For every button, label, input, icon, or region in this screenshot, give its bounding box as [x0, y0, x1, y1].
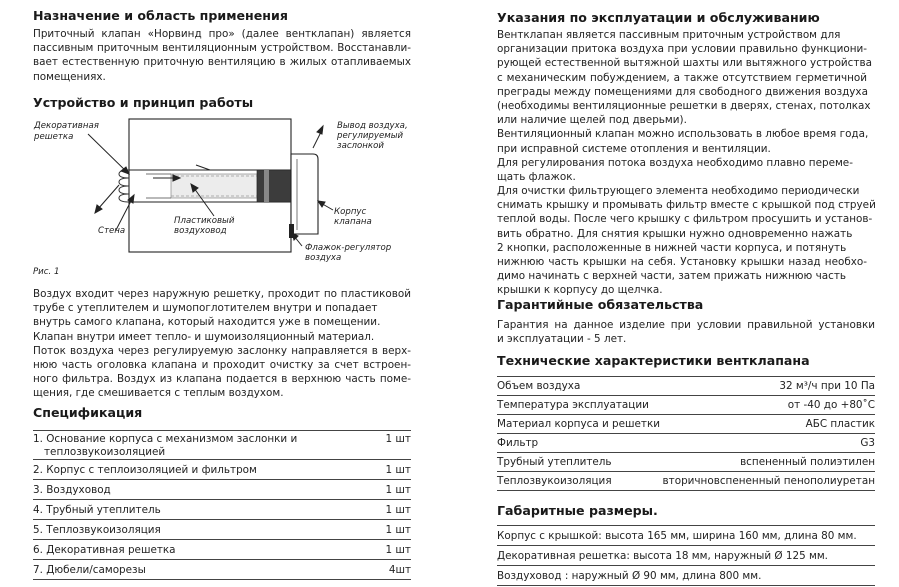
usage-line: рующей естественной вытяжной шахты или вытяжного устройства: [497, 57, 872, 70]
tech-param-name: Фильтр: [497, 434, 661, 453]
spec-table: [33, 430, 411, 580]
purpose-line: пассивным приточным вентиляционным устройством. Восстанавли-: [33, 42, 411, 55]
tech-row: [497, 434, 875, 453]
usage-line: Вентклапан является пассивным приточным устройством для: [497, 29, 841, 41]
usage-line: димо начинать с верхней части, затем прижать нижнюю часть: [497, 270, 846, 283]
tech-param-value: АБС пластик: [661, 415, 875, 434]
device-line: Клапан внутри имеет тепло- и шумоизоляционный материал.: [33, 330, 375, 343]
spec-row: [33, 460, 411, 480]
usage-title: Указания по эксплуатации и обслуживанию: [497, 10, 820, 25]
dims-item: Воздуховод : наружный Ø 90 мм, длина 800 мм.: [497, 566, 875, 586]
label-flag: воздуха: [305, 253, 342, 263]
grille-icon: [119, 170, 129, 202]
usage-line: Вентиляционный клапан можно использовать в любое время года,: [497, 128, 869, 141]
label-outlet: Вывод воздуха,: [337, 121, 408, 131]
tech-param-value: вспененный полиэтилен: [661, 453, 875, 472]
spec-item-name: 6. Декоративная решетка: [33, 540, 378, 560]
dims-item: Корпус с крышкой: высота 165 мм, ширина 160 мм, длина 80 мм.: [497, 526, 875, 546]
dims-row: [497, 566, 875, 586]
warranty-title: Гарантийные обязательства: [497, 297, 704, 312]
label-wall: Стена: [98, 226, 126, 236]
spec-row: [33, 500, 411, 520]
tech-row: [497, 472, 875, 491]
tech-param-name: Температура эксплуатации: [497, 396, 661, 415]
tech-param-name: Материал корпуса и решетки: [497, 415, 661, 434]
label-grille: Декоративная: [34, 121, 99, 131]
duct-icon: [129, 170, 291, 202]
usage-line: с механическим побуждением, а также отсутствием герметичной: [497, 71, 867, 84]
spec-item-qty: 1 шт: [378, 540, 411, 560]
spec-item-name: 7. Дюбели/саморезы: [33, 560, 378, 580]
dims-row: [497, 526, 875, 546]
device-line: трубе с утеплителем и шумопоглотителем внутри и попадает: [33, 302, 378, 315]
figure-caption: Рис. 1: [33, 267, 60, 277]
spec-item-qty: 1 шт: [378, 520, 411, 540]
spec-item-name: 4. Трубный утеплитель: [33, 500, 378, 520]
usage-line: организации притока воздуха при условии правильно функциони-: [497, 43, 867, 56]
spec-item-name: 1. Основание корпуса с механизмом заслонки и теплозвукоизоляцией: [33, 431, 378, 460]
usage-line: (необходимы вентиляционные решетки в дверях, стенах, потолках: [497, 99, 871, 112]
usage-line: при исправной системе отопления и вентиляции.: [497, 142, 771, 155]
usage-line: Для регулирования потока воздуха необходимо плавно переме-: [497, 156, 853, 169]
tech-title: Технические характеристики вентклапана: [497, 353, 810, 368]
device-line: щения, где смешивается с теплым воздухом.: [33, 387, 284, 400]
dims-table: [497, 525, 875, 586]
spec-title: Спецификация: [33, 405, 143, 420]
usage-text: [497, 28, 876, 298]
usage-line: нижнюю часть крышки на себя. Установку крышки назад необхо-: [497, 256, 867, 268]
label-duct: воздуховод: [174, 226, 227, 236]
label-outlet: заслонкой: [337, 141, 384, 151]
device-title: Устройство и принцип работы: [33, 95, 254, 110]
spec-row: [33, 480, 411, 500]
tech-param-name: Трубный утеплитель: [497, 453, 661, 472]
purpose-title: Назначение и область применения: [33, 8, 288, 23]
purpose-line: Приточный клапан «Норвинд про» (далее вентклапан) является: [33, 28, 411, 40]
usage-line: снимать крышку и промывать фильтр вместе с крышкой под струей: [497, 199, 876, 212]
usage-line: 2 кнопки, расположенные в нижней части корпуса, и потянуть: [497, 241, 847, 254]
spec-row: [33, 520, 411, 540]
tech-param-value: вторичновспененный пенополиуретан: [661, 472, 875, 491]
device-text: [33, 287, 411, 401]
device-line: Воздух входит через наружную решетку, проходит по пластиковой: [33, 288, 411, 300]
label-duct: Пластиковый: [174, 216, 235, 226]
tech-row: [497, 377, 875, 396]
label-housing: клапана: [334, 217, 372, 227]
spec-row: [33, 431, 411, 460]
warranty-text: [497, 318, 875, 346]
usage-line: крышки к корпусу до щелчка.: [497, 284, 663, 297]
spec-item-qty: 1 шт: [378, 431, 411, 460]
usage-line: щать флажок.: [497, 170, 576, 183]
spec-item-qty: 1 шт: [378, 480, 411, 500]
tech-param-value: 32 м³/ч при 10 Па: [661, 377, 875, 396]
usage-line: вить обратно. Для снятия крышки нужно одновременно нажать: [497, 227, 853, 240]
spec-item-name: 2. Корпус с теплоизоляцией и фильтром: [33, 460, 378, 480]
tech-table: [497, 376, 875, 491]
device-diagram: [0, 112, 420, 282]
tech-param-name: Теплозвукоизоляция: [497, 472, 661, 491]
label-housing: Корпус: [334, 207, 367, 217]
label-outlet: регулируемый: [337, 131, 404, 141]
usage-line: Для очистки фильтрующего элемента необходимо периодически: [497, 185, 860, 198]
spec-item-name: 5. Теплозвукоизоляция: [33, 520, 378, 540]
tech-row: [497, 396, 875, 415]
valve-housing-icon: [289, 154, 318, 238]
spec-item-qty: 1 шт: [378, 460, 411, 480]
tech-param-value: от -40 до +80˚С: [661, 396, 875, 415]
label-grille: решетка: [34, 132, 74, 142]
purpose-text: [33, 27, 411, 84]
tech-param-value: G3: [661, 434, 875, 453]
spec-item-name: 3. Воздуховод: [33, 480, 378, 500]
device-line: Поток воздуха через регулируемую заслонку направляется в верх-: [33, 344, 411, 357]
usage-line: теплой воды. После чего крышку с фильтром просушить и установ-: [497, 213, 873, 226]
warranty-line: Гарантия на данное изделие при условии правильной установки: [497, 319, 875, 331]
warranty-line: и эксплуатации - 5 лет.: [497, 333, 627, 346]
dims-title: Габаритные размеры.: [497, 503, 658, 518]
dims-row: [497, 546, 875, 566]
spec-row: [33, 540, 411, 560]
purpose-line: помещениях.: [33, 70, 106, 83]
tech-row: [497, 453, 875, 472]
spec-item-qty: 4шт: [378, 560, 411, 580]
device-line: нюю часть оголовка клапана и проходит очистку за счет встроен-: [33, 358, 411, 371]
device-line: внутрь самого клапана, который находится уже в помещении.: [33, 316, 381, 329]
label-flag: Флажок-регулятор: [305, 243, 392, 253]
purpose-line: вает естественную приточную вентиляцию в жилых отапливаемых: [33, 56, 411, 69]
spec-row: [33, 560, 411, 580]
usage-line: или наличие щелей под дверьми).: [497, 114, 687, 127]
tech-row: [497, 415, 875, 434]
usage-line: преграды между помещениями для свободного движения воздуха: [497, 85, 868, 98]
device-line: ного фильтра. Воздух из клапана подается в верхнюю часть поме-: [33, 373, 411, 386]
spec-item-qty: 1 шт: [378, 500, 411, 520]
dims-item: Декоративная решетка: высота 18 мм, наружный Ø 125 мм.: [497, 546, 875, 566]
tech-param-name: Объем воздуха: [497, 377, 661, 396]
